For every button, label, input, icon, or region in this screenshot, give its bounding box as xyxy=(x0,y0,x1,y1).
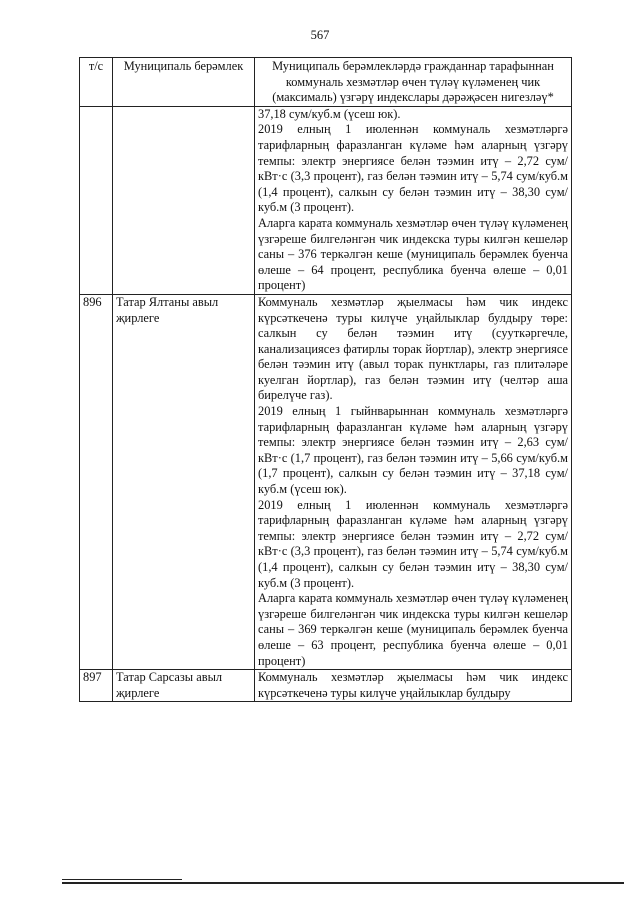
row-number: 896 xyxy=(80,294,113,669)
table-row xyxy=(80,670,572,702)
row-municipality xyxy=(113,106,255,294)
row-municipality: Татар Ялтаны авыл җирлеге xyxy=(113,294,255,669)
page-number: 567 xyxy=(310,28,330,42)
row-municipality: Татар Сарсазы авыл җирлеге xyxy=(113,670,255,702)
paragraph: 37,18 сум/куб.м (үсеш юк). xyxy=(258,106,401,121)
row-justification xyxy=(255,106,572,294)
paragraph: 2019 елның 1 гыйнварыннан коммуналь хезмәтләргә тарифларның фаразланган күләме һәм аларның үзгәрү темпы: электр энергиясе белән тәэмин итү – 2,63 сум/кВт·с (1,7 процент), газ белән тәэмин итү – 5,66 сум/куб.м (1,7 процент), салкын су белән тәэмин итү – 37,18 сум/куб.м (үсеш юк). xyxy=(258,404,568,497)
scan-edge-line xyxy=(62,879,182,880)
table-row xyxy=(80,106,572,294)
row-number xyxy=(80,106,113,294)
table-header-row xyxy=(80,58,572,107)
paragraph: 2019 елның 1 июленнән коммуналь хезмәтләргә тарифларның фаразланган күләме һәм аларның үзгәрү темпы: электр энергиясе белән тәэмин итү – 2,72 сум/кВт·с (3,3 процент), газ белән тәэмин итү – 5,74 сум/куб.м (1,4 процент), салкын су белән тәэмин итү – 38,30 сум/куб.м (3 процент). xyxy=(258,497,568,590)
table-row xyxy=(80,294,572,669)
header-justification: Муниципаль берәмлекләрдә гражданнар тарафыннан коммуналь хезмәтләр өчен түләү күләменең чик (максималь) үзгәрү индекслары дәрәҗәсен нигезләү* xyxy=(255,58,572,107)
tariff-index-table xyxy=(79,57,572,702)
row-justification xyxy=(255,670,572,702)
header-municipality: Муниципаль берәмлек xyxy=(113,58,255,107)
row-justification xyxy=(255,294,572,669)
bottom-border-line xyxy=(62,882,624,884)
paragraph: Коммуналь хезмәтләр җыелмасы һәм чик индекс күрсәткеченә туры килүче уңайлыклар булдыру xyxy=(258,670,568,700)
paragraph: Коммуналь хезмәтләр җыелмасы һәм чик индекс күрсәткеченә туры килүче уңайлыклар булдыру төре: салкын су белән тәэмин итү (сууткәргечле, канализациясез фатирлы торак йортлар), электр энергиясе белән тәэмин итү (авыл торак пунктлары, газ плитәләре куелган йортлар), газ белән тәэмин итү (челтәр аша бирелүче газ). xyxy=(258,294,568,403)
row-number: 897 xyxy=(80,670,113,702)
paragraph: 2019 елның 1 июленнән коммуналь хезмәтләргә тарифларның фаразланган күләме һәм аларның үзгәрү темпы: электр энергиясе белән тәэмин итү – 2,72 сум/кВт·с (3,3 процент), газ белән тәэмин итү – 5,74 сум/куб.м (1,4 процент), салкын су белән тәэмин итү – 38,30 сум/куб.м (3 процент). xyxy=(258,122,568,215)
paragraph: Аларга карата коммуналь хезмәтләр өчен түләү күләменең үзгәреше билгеләнгән чик индекска туры килгән кешеләр саны – 376 теркәлгән кеше (муниципаль берәмлек буенча өлеше – 64 процент, республика буенча өлеше – 0,01 процент) xyxy=(258,215,568,293)
paragraph: Аларга карата коммуналь хезмәтләр өчен түләү күләменең үзгәреше билгеләнгән чик индекска туры килгән кешеләр саны – 369 теркәлгән кеше (муниципаль берәмлек буенча өлеше – 63 процент, республика буенча өлеше – 0,01 процент) xyxy=(258,591,568,668)
header-number: т/с xyxy=(80,58,113,107)
